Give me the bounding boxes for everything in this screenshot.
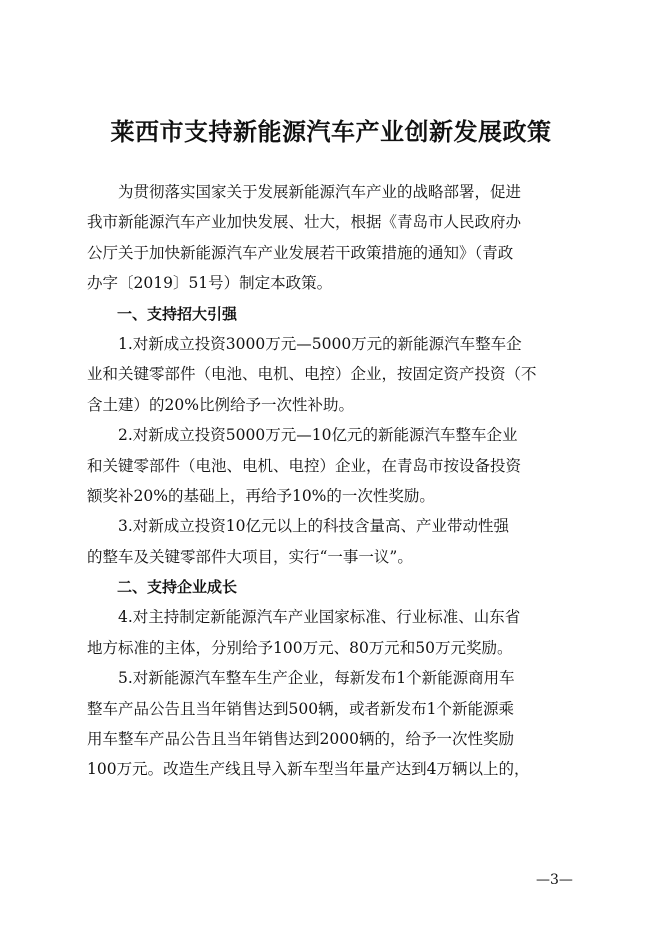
paragraph-line: 为贯彻落实国家关于发展新能源汽车产业的战略部署，促进 (87, 183, 522, 201)
paragraph-line: 的整车及关键零部件大项目，实行“一事一议”。 (87, 547, 413, 566)
paragraph-line: 5.对新能源汽车整车生产企业，每新发布1个新能源商用车 (87, 669, 515, 688)
paragraph-line: 办字〔2019〕51号）制定本政策。 (87, 274, 333, 293)
document-title: 莱西市支持新能源汽车产业创新发展政策 (110, 117, 552, 146)
document-body (87, 177, 585, 785)
paragraph-line: 含土建）的20%比例给予一次性补助。 (87, 395, 354, 414)
paragraph-line: 1.对新成立投资3000万元—5000万元的新能源汽车整车企 (87, 334, 522, 353)
section-heading: 二、支持企业成长 (87, 578, 238, 597)
paragraph-line: 业和关键零部件（电池、电机、电控）企业，按固定资产投资（不 (87, 365, 537, 384)
paragraph-line: 地方标准的主体，分别给予100万元、80万元和50万元奖励。 (87, 638, 513, 657)
paragraph-line: 2.对新成立投资5000万元—10亿元的新能源汽车整车企业 (87, 426, 518, 445)
paragraph-line: 和关键零部件（电池、电机、电控）企业，在青岛市按设备投资 (87, 456, 522, 475)
paragraph-line: 整车产品公告且当年销售达到500辆，或者新发布1个新能源乘 (87, 699, 514, 718)
page-number: —3— (536, 872, 573, 888)
paragraph-line: 100万元。改造生产线且导入新车型当年量产达到4万辆以上的， (87, 760, 530, 779)
paragraph-line: 4.对主持制定新能源汽车产业国家标准、行业标准、山东省 (87, 608, 521, 627)
section-heading: 一、支持招大引强 (87, 304, 238, 323)
paragraph-line: 额奖补20%的基础上，再给予10%的一次性奖励。 (87, 486, 435, 505)
paragraph-line: 用车整车产品公告且当年销售达到2000辆的，给予一次性奖励 (87, 730, 514, 749)
paragraph-line: 公厅关于加快新能源汽车产业发展若干政策措施的通知》（青政 (87, 243, 514, 262)
paragraph-line: 我市新能源汽车产业加快发展、壮大，根据《青岛市人民政府办 (87, 213, 522, 232)
paragraph-line: 3.对新成立投资10亿元以上的科技含量高、产业带动性强 (87, 517, 510, 536)
